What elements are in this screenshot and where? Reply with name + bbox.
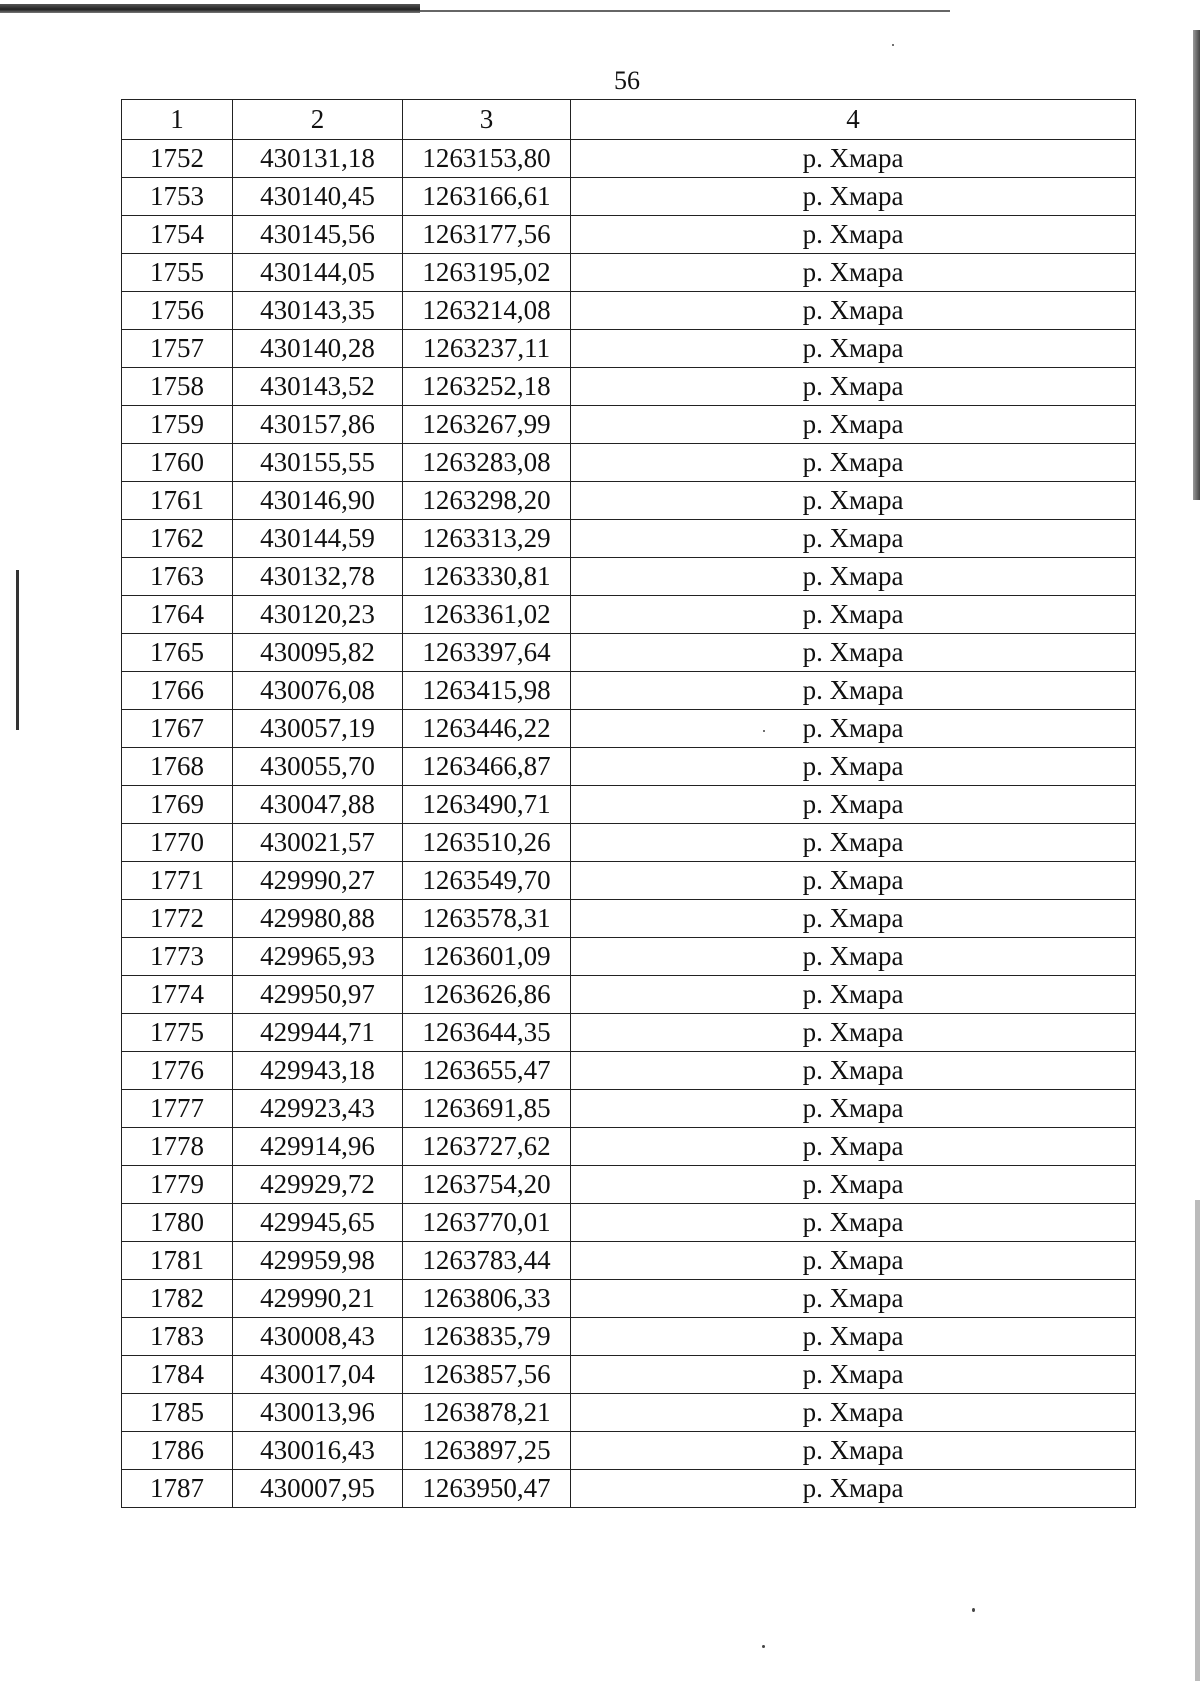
point-number-cell: 1784: [122, 1356, 233, 1394]
scan-edge-artifact: [16, 570, 19, 730]
table-row: [122, 254, 1136, 292]
table-row: [122, 444, 1136, 482]
description-cell: р. Хмара: [571, 140, 1136, 178]
table-row: [122, 748, 1136, 786]
table-row: [122, 1128, 1136, 1166]
table-row: [122, 976, 1136, 1014]
table-row: [122, 1052, 1136, 1090]
table-row: [122, 938, 1136, 976]
point-number-cell: 1755: [122, 254, 233, 292]
coordinate-x-cell: 430145,56: [233, 216, 403, 254]
point-number-cell: 1761: [122, 482, 233, 520]
point-number-cell: 1753: [122, 178, 233, 216]
description-cell: р. Хмара: [571, 1204, 1136, 1242]
description-cell: р. Хмара: [571, 292, 1136, 330]
point-number-cell: 1758: [122, 368, 233, 406]
coordinate-y-cell: 1263415,98: [403, 672, 571, 710]
description-cell: р. Хмара: [571, 710, 1136, 748]
description-cell: р. Хмара: [571, 1356, 1136, 1394]
point-number-cell: 1769: [122, 786, 233, 824]
coordinate-x-cell: 429965,93: [233, 938, 403, 976]
description-cell: р. Хмара: [571, 254, 1136, 292]
point-number-cell: 1754: [122, 216, 233, 254]
table-row: [122, 1280, 1136, 1318]
table-row: [122, 558, 1136, 596]
point-number-cell: 1771: [122, 862, 233, 900]
description-cell: р. Хмара: [571, 216, 1136, 254]
point-number-cell: 1777: [122, 1090, 233, 1128]
description-cell: р. Хмара: [571, 672, 1136, 710]
coordinate-x-cell: 430131,18: [233, 140, 403, 178]
scan-speck: [972, 1608, 975, 1612]
table-row: [122, 1090, 1136, 1128]
description-cell: р. Хмара: [571, 1052, 1136, 1090]
coordinate-x-cell: 430144,59: [233, 520, 403, 558]
description-cell: р. Хмара: [571, 330, 1136, 368]
coordinate-y-cell: 1263644,35: [403, 1014, 571, 1052]
description-cell: р. Хмара: [571, 520, 1136, 558]
coordinate-y-cell: 1263361,02: [403, 596, 571, 634]
coordinate-x-cell: 429944,71: [233, 1014, 403, 1052]
point-number-cell: 1766: [122, 672, 233, 710]
point-number-cell: 1781: [122, 1242, 233, 1280]
point-number-cell: 1774: [122, 976, 233, 1014]
table-row: [122, 140, 1136, 178]
description-cell: р. Хмара: [571, 976, 1136, 1014]
description-cell: р. Хмара: [571, 178, 1136, 216]
point-number-cell: 1757: [122, 330, 233, 368]
coordinate-x-cell: 430144,05: [233, 254, 403, 292]
point-number-cell: 1779: [122, 1166, 233, 1204]
point-number-cell: 1760: [122, 444, 233, 482]
table-row: [122, 710, 1136, 748]
coordinate-x-cell: 430140,45: [233, 178, 403, 216]
coordinate-y-cell: 1263490,71: [403, 786, 571, 824]
table-body: [122, 140, 1136, 1508]
coordinate-x-cell: 430076,08: [233, 672, 403, 710]
point-number-cell: 1787: [122, 1470, 233, 1508]
description-cell: р. Хмара: [571, 1166, 1136, 1204]
coordinate-y-cell: 1263298,20: [403, 482, 571, 520]
scan-edge-artifact: [1193, 30, 1200, 500]
coordinate-y-cell: 1263214,08: [403, 292, 571, 330]
coordinate-x-cell: 429950,97: [233, 976, 403, 1014]
coordinate-x-cell: 429945,65: [233, 1204, 403, 1242]
description-cell: р. Хмара: [571, 596, 1136, 634]
coordinate-x-cell: 430095,82: [233, 634, 403, 672]
table-row: [122, 368, 1136, 406]
coordinate-x-cell: 429990,27: [233, 862, 403, 900]
point-number-cell: 1770: [122, 824, 233, 862]
coordinate-x-cell: 429980,88: [233, 900, 403, 938]
scan-edge-artifact: [0, 4, 420, 13]
coordinate-x-cell: 430013,96: [233, 1394, 403, 1432]
point-number-cell: 1785: [122, 1394, 233, 1432]
description-cell: р. Хмара: [571, 1090, 1136, 1128]
description-cell: р. Хмара: [571, 1280, 1136, 1318]
description-cell: р. Хмара: [571, 406, 1136, 444]
table-row: [122, 1014, 1136, 1052]
description-cell: р. Хмара: [571, 900, 1136, 938]
coordinate-y-cell: 1263237,11: [403, 330, 571, 368]
description-cell: р. Хмара: [571, 1394, 1136, 1432]
table-row: [122, 634, 1136, 672]
coordinate-y-cell: 1263549,70: [403, 862, 571, 900]
table-row: [122, 1432, 1136, 1470]
coordinate-x-cell: 430157,86: [233, 406, 403, 444]
scan-edge-artifact: [420, 10, 950, 12]
coordinate-x-cell: 430143,35: [233, 292, 403, 330]
point-number-cell: 1778: [122, 1128, 233, 1166]
description-cell: р. Хмара: [571, 558, 1136, 596]
point-number-cell: 1762: [122, 520, 233, 558]
table-row: [122, 292, 1136, 330]
page-number: 56: [614, 66, 640, 95]
table-row: [122, 1166, 1136, 1204]
description-cell: р. Хмара: [571, 824, 1136, 862]
coordinate-y-cell: 1263330,81: [403, 558, 571, 596]
coordinate-y-cell: 1263446,22: [403, 710, 571, 748]
coordinate-x-cell: 429943,18: [233, 1052, 403, 1090]
coordinate-y-cell: 1263770,01: [403, 1204, 571, 1242]
table-row: [122, 786, 1136, 824]
coordinate-y-cell: 1263897,25: [403, 1432, 571, 1470]
point-number-cell: 1786: [122, 1432, 233, 1470]
coordinate-x-cell: 430057,19: [233, 710, 403, 748]
coordinate-y-cell: 1263727,62: [403, 1128, 571, 1166]
coordinate-y-cell: 1263878,21: [403, 1394, 571, 1432]
coordinate-y-cell: 1263835,79: [403, 1318, 571, 1356]
coordinate-x-cell: 430008,43: [233, 1318, 403, 1356]
description-cell: р. Хмара: [571, 938, 1136, 976]
coordinate-x-cell: 429914,96: [233, 1128, 403, 1166]
table-row: [122, 672, 1136, 710]
point-number-cell: 1764: [122, 596, 233, 634]
point-number-cell: 1772: [122, 900, 233, 938]
coordinate-y-cell: 1263806,33: [403, 1280, 571, 1318]
scan-speck: [892, 44, 894, 46]
table-row: [122, 1318, 1136, 1356]
scan-edge-artifact: [1195, 1200, 1200, 1681]
coordinate-y-cell: 1263655,47: [403, 1052, 571, 1090]
coordinate-y-cell: 1263626,86: [403, 976, 571, 1014]
table-row: [122, 1242, 1136, 1280]
coordinate-x-cell: 430132,78: [233, 558, 403, 596]
description-cell: р. Хмара: [571, 862, 1136, 900]
coordinate-x-cell: 430007,95: [233, 1470, 403, 1508]
coordinate-y-cell: 1263166,61: [403, 178, 571, 216]
table-row: [122, 520, 1136, 558]
coordinate-x-cell: 430143,52: [233, 368, 403, 406]
description-cell: р. Хмара: [571, 634, 1136, 672]
column-header-4: 4: [571, 100, 1136, 140]
coordinate-x-cell: 430017,04: [233, 1356, 403, 1394]
coordinate-x-cell: 430140,28: [233, 330, 403, 368]
coordinate-y-cell: 1263510,26: [403, 824, 571, 862]
description-cell: р. Хмара: [571, 1432, 1136, 1470]
table-row: [122, 862, 1136, 900]
coordinate-y-cell: 1263252,18: [403, 368, 571, 406]
point-number-cell: 1775: [122, 1014, 233, 1052]
column-header-3: 3: [403, 100, 571, 140]
table-row: [122, 1470, 1136, 1508]
coordinates-table: [121, 99, 1136, 1508]
coordinate-y-cell: 1263283,08: [403, 444, 571, 482]
coordinate-y-cell: 1263754,20: [403, 1166, 571, 1204]
coordinate-x-cell: 429959,98: [233, 1242, 403, 1280]
description-cell: р. Хмара: [571, 786, 1136, 824]
scan-speck: [762, 1645, 765, 1648]
point-number-cell: 1768: [122, 748, 233, 786]
coordinate-x-cell: 430120,23: [233, 596, 403, 634]
column-header-2: 2: [233, 100, 403, 140]
coordinate-x-cell: 430016,43: [233, 1432, 403, 1470]
point-number-cell: 1756: [122, 292, 233, 330]
coordinate-y-cell: 1263783,44: [403, 1242, 571, 1280]
table-row: [122, 482, 1136, 520]
description-cell: р. Хмара: [571, 1128, 1136, 1166]
coordinate-x-cell: 430047,88: [233, 786, 403, 824]
coordinate-y-cell: 1263195,02: [403, 254, 571, 292]
coordinate-y-cell: 1263691,85: [403, 1090, 571, 1128]
description-cell: р. Хмара: [571, 1242, 1136, 1280]
coordinate-y-cell: 1263177,56: [403, 216, 571, 254]
coordinate-x-cell: 430155,55: [233, 444, 403, 482]
table-row: [122, 1356, 1136, 1394]
coordinate-y-cell: 1263857,56: [403, 1356, 571, 1394]
description-cell: р. Хмара: [571, 482, 1136, 520]
point-number-cell: 1752: [122, 140, 233, 178]
description-cell: р. Хмара: [571, 748, 1136, 786]
coordinate-x-cell: 429990,21: [233, 1280, 403, 1318]
description-cell: р. Хмара: [571, 1470, 1136, 1508]
point-number-cell: 1767: [122, 710, 233, 748]
coordinate-y-cell: 1263153,80: [403, 140, 571, 178]
table-row: [122, 330, 1136, 368]
coordinate-x-cell: 429923,43: [233, 1090, 403, 1128]
point-number-cell: 1759: [122, 406, 233, 444]
coordinate-x-cell: 430146,90: [233, 482, 403, 520]
coordinate-x-cell: 429929,72: [233, 1166, 403, 1204]
table-row: [122, 178, 1136, 216]
table-row: [122, 1394, 1136, 1432]
column-header-1: 1: [122, 100, 233, 140]
description-cell: р. Хмара: [571, 1318, 1136, 1356]
table-row: [122, 596, 1136, 634]
point-number-cell: 1763: [122, 558, 233, 596]
point-number-cell: 1783: [122, 1318, 233, 1356]
table-row: [122, 1204, 1136, 1242]
coordinate-y-cell: 1263397,64: [403, 634, 571, 672]
table-row: [122, 406, 1136, 444]
description-cell: р. Хмара: [571, 444, 1136, 482]
point-number-cell: 1782: [122, 1280, 233, 1318]
point-number-cell: 1780: [122, 1204, 233, 1242]
table-row: [122, 824, 1136, 862]
table-row: [122, 216, 1136, 254]
coordinate-y-cell: 1263601,09: [403, 938, 571, 976]
point-number-cell: 1773: [122, 938, 233, 976]
coordinate-x-cell: 430055,70: [233, 748, 403, 786]
table-header-row: [122, 100, 1136, 140]
coordinate-y-cell: 1263466,87: [403, 748, 571, 786]
point-number-cell: 1765: [122, 634, 233, 672]
coordinate-x-cell: 430021,57: [233, 824, 403, 862]
table-row: [122, 900, 1136, 938]
description-cell: р. Хмара: [571, 1014, 1136, 1052]
description-cell: р. Хмара: [571, 368, 1136, 406]
coordinate-y-cell: 1263950,47: [403, 1470, 571, 1508]
coordinate-y-cell: 1263267,99: [403, 406, 571, 444]
coordinate-y-cell: 1263578,31: [403, 900, 571, 938]
point-number-cell: 1776: [122, 1052, 233, 1090]
coordinate-y-cell: 1263313,29: [403, 520, 571, 558]
